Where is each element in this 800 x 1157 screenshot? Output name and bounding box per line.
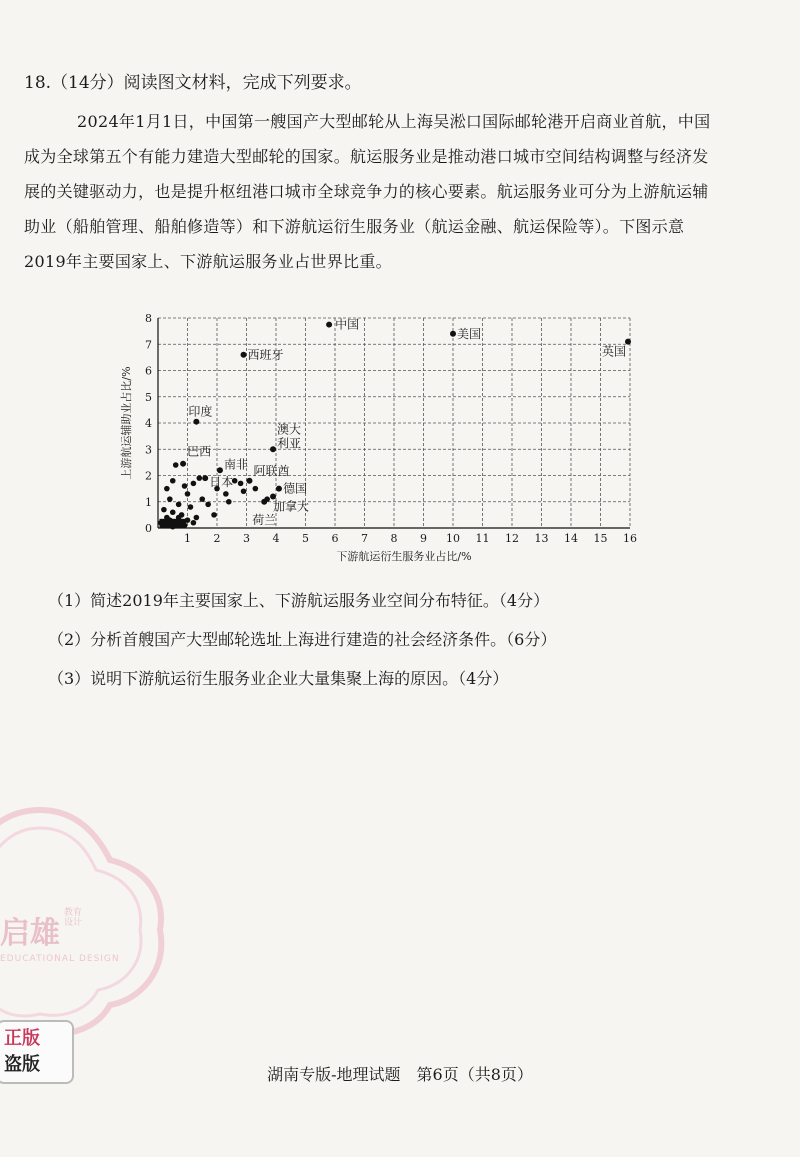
y-axis-label: 上游航运辅助业占比/% <box>120 366 133 480</box>
data-point <box>182 483 188 489</box>
data-point <box>161 507 167 513</box>
data-point <box>170 478 176 484</box>
data-point <box>197 475 203 481</box>
x-tick-label: 11 <box>475 532 490 545</box>
page-footer: 湖南专版-地理试题 第6页（共8页） <box>267 1065 533 1084</box>
point-label: 美国 <box>457 326 482 341</box>
data-point-labeled <box>261 499 267 505</box>
question-heading: 18.（14分）阅读图文材料，完成下列要求。 <box>24 73 362 93</box>
data-point <box>188 504 194 510</box>
data-point <box>191 481 197 487</box>
data-point <box>238 481 244 487</box>
x-tick-label: 1 <box>184 532 191 545</box>
point-label: 西班牙 <box>247 347 284 362</box>
point-label: 荷兰 <box>252 512 277 527</box>
data-point <box>241 488 247 494</box>
point-label: 中国 <box>335 317 360 332</box>
data-point <box>167 496 173 502</box>
data-point <box>170 509 176 515</box>
bleed-through-text <box>430 66 434 82</box>
y-tick-label: 0 <box>145 522 152 535</box>
data-point <box>223 491 229 497</box>
y-tick-label: 2 <box>145 469 152 483</box>
point-label: 德国 <box>282 481 307 496</box>
data-point <box>173 462 179 468</box>
data-point-labeled <box>241 352 247 358</box>
point-label: 南非 <box>223 457 248 472</box>
x-tick-label: 3 <box>243 532 250 545</box>
publisher-logo: 启雄教育 设计 <box>0 908 83 951</box>
data-point <box>194 515 200 521</box>
x-tick-label: 9 <box>420 532 427 545</box>
x-tick-label: 12 <box>505 532 519 545</box>
data-point <box>199 496 205 502</box>
data-point-cluster <box>159 519 186 528</box>
question-paragraph: 2024年1月1日，中国第一艘国产大型邮轮从上海吴淞口国际邮轮港开启商业首航，中国成为全球第五个有能力建造大型邮轮的国家。航运服务业是推动港口城市空间结构调整与经济发展的关键驱动力，也是提升枢纽港口城市全球竞争力的核心要素。航运服务业可分为上游航运辅助业（船舶管理、船舶修造等）和下游航运衍生服务业（航运金融、航运保险等）。下图示意2019年主要国家上、下游航运服务业占世界比重。 <box>24 112 711 271</box>
x-tick-label: 7 <box>361 532 368 545</box>
data-point-labeled <box>193 419 199 425</box>
x-tick-label: 15 <box>593 532 608 545</box>
data-point-labeled <box>276 486 282 492</box>
data-point <box>226 499 232 505</box>
data-point-labeled <box>202 475 208 481</box>
data-point <box>164 486 170 492</box>
data-point <box>211 512 217 518</box>
y-tick-label: 5 <box>145 390 152 404</box>
x-tick-label: 2 <box>213 532 221 545</box>
point-label: 巴西 <box>187 444 212 459</box>
y-tick-label: 6 <box>145 364 152 378</box>
data-point <box>253 486 259 492</box>
point-label: 日本 <box>209 475 234 490</box>
sub-question-3: （3）说明下游航运衍生服务业企业大量集聚上海的原因。（4分） <box>48 669 509 688</box>
x-tick-label: 8 <box>390 532 398 545</box>
point-label: 阿联酋 <box>253 463 290 478</box>
data-point <box>185 491 191 497</box>
data-point-labeled <box>180 461 186 467</box>
sub-question-2: （2）分析首艘国产大型邮轮选址上海进行建造的社会经济条件。（6分） <box>48 630 557 649</box>
stamp-pirated: 盗版 <box>4 1054 40 1075</box>
data-point-labeled <box>217 467 223 473</box>
point-label: 利亚 <box>277 436 302 451</box>
x-tick-label: 13 <box>534 532 549 545</box>
sub-question-1: （1）简述2019年主要国家上、下游航运服务业空间分布特征。（4分） <box>48 591 550 610</box>
data-point <box>176 502 182 508</box>
data-point-labeled <box>326 322 332 328</box>
data-point-labeled <box>450 331 456 337</box>
x-tick-label: 4 <box>272 532 280 545</box>
data-point-labeled <box>270 446 276 452</box>
y-tick-label: 4 <box>145 417 152 430</box>
x-axis-label: 下游航运衍生服务业占比/% <box>336 550 472 563</box>
x-tick-label: 5 <box>302 532 309 545</box>
y-tick-label: 3 <box>145 443 152 457</box>
stamp-genuine: 正版 <box>4 1028 40 1049</box>
y-tick-label: 1 <box>145 495 152 509</box>
point-label: 印度 <box>188 404 213 419</box>
x-tick-label: 14 <box>564 532 578 545</box>
data-point <box>191 520 197 526</box>
x-tick-label: 16 <box>623 532 637 545</box>
point-label: 加拿大 <box>273 499 310 514</box>
point-label: 澳大 <box>277 422 302 437</box>
x-tick-label: 10 <box>446 532 460 545</box>
scatter-chart <box>110 308 650 568</box>
data-point-labeled <box>246 478 252 484</box>
y-tick-label: 7 <box>145 338 152 352</box>
data-point <box>205 502 211 508</box>
x-tick-label: 6 <box>331 532 339 545</box>
chart-svg <box>110 308 650 568</box>
point-label: 英国 <box>601 344 626 359</box>
publisher-logo-english: EDUCATIONAL DESIGN <box>0 954 120 964</box>
y-tick-label: 8 <box>145 312 152 325</box>
